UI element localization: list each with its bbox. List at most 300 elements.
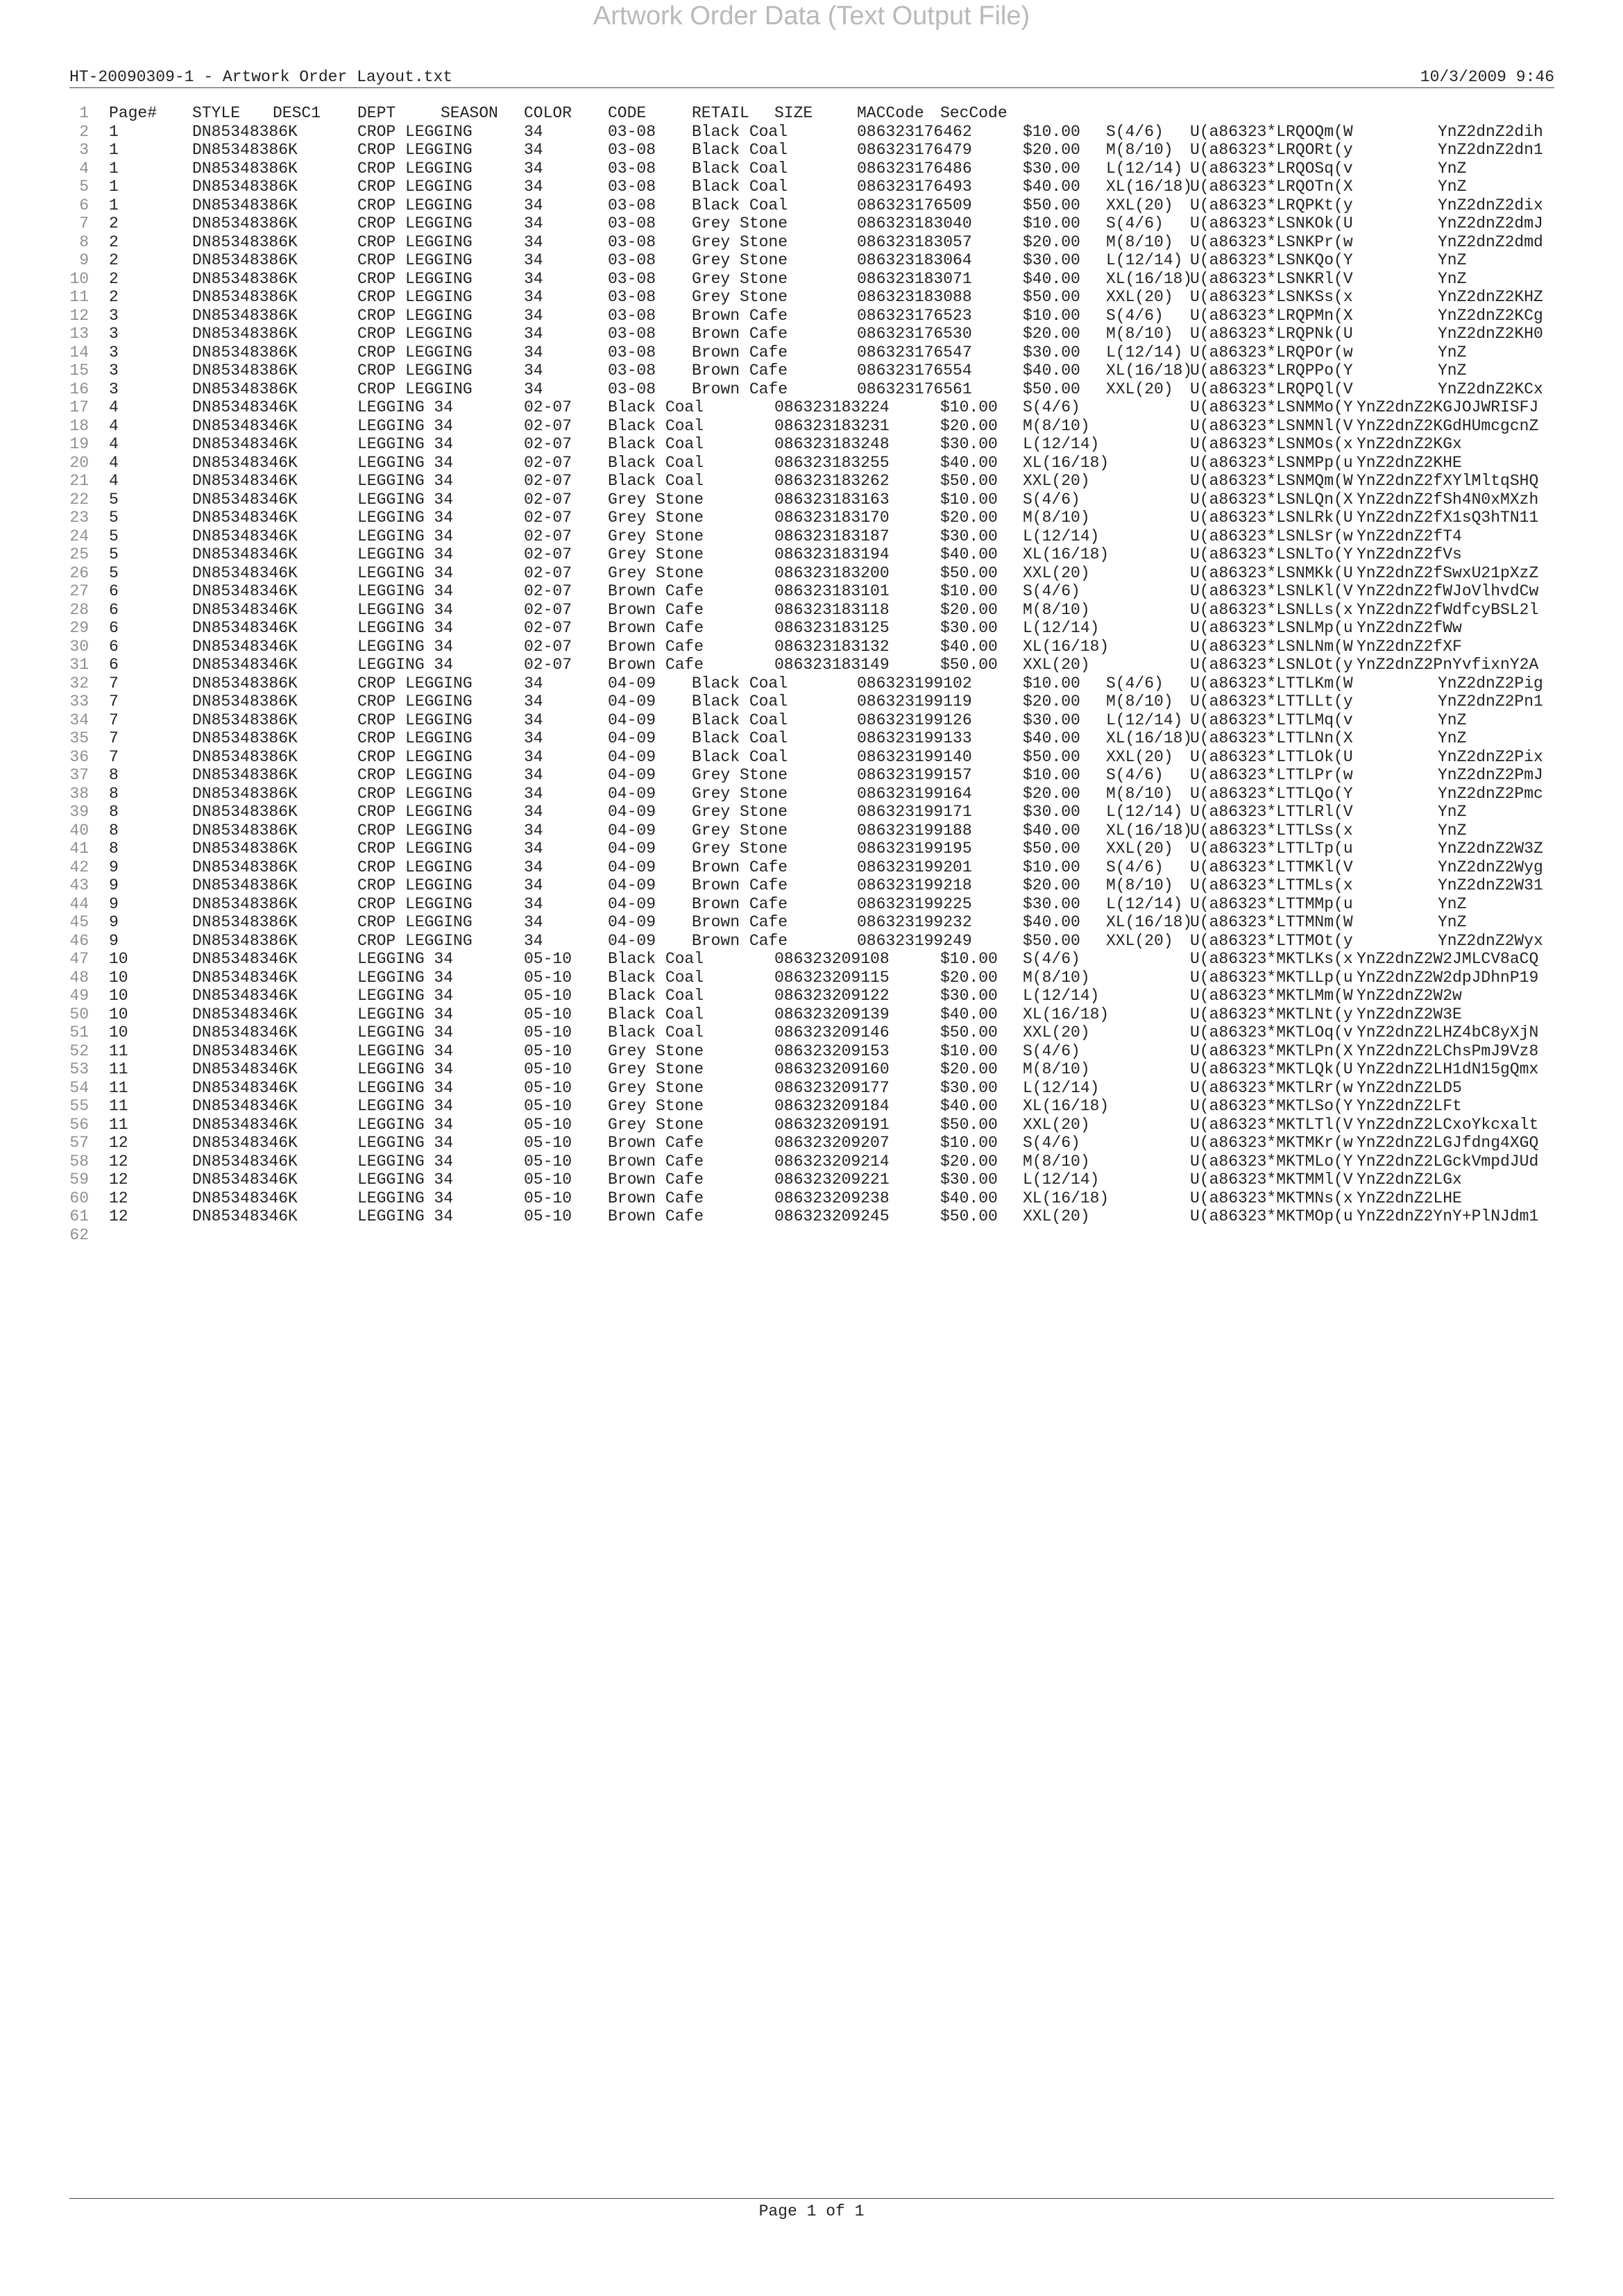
cell: 12 <box>109 1152 128 1171</box>
cell: LEGGING 34 <box>357 656 454 674</box>
cell: CROP LEGGING <box>357 747 473 766</box>
cell: 02-07 <box>524 398 572 416</box>
cell: $40.00 <box>940 545 998 563</box>
cell: 34 <box>524 178 543 196</box>
line-number: 54 <box>69 1078 89 1097</box>
cell: U(a86323*LSNLTo(Y <box>1190 545 1353 563</box>
cell: U(a86323*LTTMKl(V <box>1190 858 1353 876</box>
cell: L(12/14) <box>1023 1171 1100 1189</box>
cell: U(a86323*MKTLQk(U <box>1190 1060 1353 1078</box>
cell: YnZ <box>1438 894 1467 913</box>
cell: 4 <box>109 453 119 472</box>
cell: $30.00 <box>940 1171 998 1189</box>
cell: L(12/14) <box>1106 803 1183 821</box>
cell: Grey Stone <box>608 1060 704 1078</box>
cell: U(a86323*LRQOQm(W <box>1190 122 1353 141</box>
line-number: 40 <box>69 821 89 840</box>
cell: 04-09 <box>608 894 656 913</box>
data-row <box>0 1153 1623 1171</box>
data-row <box>0 766 1623 785</box>
cell: U(a86323*LSNMNl(V <box>1190 416 1353 435</box>
data-row <box>0 601 1623 620</box>
cell: 086323183057 <box>857 232 972 251</box>
cell: U(a86323*MKTLKs(x <box>1190 950 1353 968</box>
data-row <box>0 123 1623 142</box>
data-row <box>0 932 1623 951</box>
cell: Black Coal <box>692 159 788 178</box>
cell: YnZ2dnZ2dih <box>1438 122 1543 141</box>
cell: Black Coal <box>608 950 704 968</box>
cell: CROP LEGGING <box>357 122 473 141</box>
cell: CROP LEGGING <box>357 159 473 178</box>
cell: U(a86323*LSNMOs(x <box>1190 435 1353 453</box>
cell: 086323199171 <box>857 803 972 821</box>
cell: 3 <box>109 306 119 325</box>
cell: U(a86323*LSNMKk(U <box>1190 563 1353 582</box>
data-row <box>0 822 1623 840</box>
cell: 12 <box>109 1171 128 1189</box>
line-number: 4 <box>79 159 89 178</box>
data-row <box>0 1171 1623 1189</box>
data-row <box>0 380 1623 399</box>
line-number: 28 <box>69 600 89 619</box>
cell: XL(16/18) <box>1106 913 1193 931</box>
data-row <box>0 417 1623 436</box>
cell: $40.00 <box>940 1097 998 1115</box>
cell: U(a86323*LTTMNm(W <box>1190 913 1353 931</box>
cell: DN85348386K <box>192 711 298 729</box>
cell: 34 <box>524 232 543 251</box>
data-row <box>0 251 1623 270</box>
cell: DN85348386K <box>192 692 298 711</box>
cell: DN85348386K <box>192 380 298 398</box>
cell: DN85348386K <box>192 269 298 288</box>
cell: Grey Stone <box>692 840 788 858</box>
cell: 086323199201 <box>857 858 972 876</box>
cell: 04-09 <box>608 784 656 803</box>
cell: $20.00 <box>940 1152 998 1171</box>
cell: 03-08 <box>608 362 656 380</box>
cell: 086323199225 <box>857 894 972 913</box>
cell: 11 <box>109 1078 128 1097</box>
cell: 04-09 <box>608 840 656 858</box>
data-row <box>0 858 1623 877</box>
line-number: 47 <box>69 950 89 968</box>
cell: LEGGING 34 <box>357 490 454 509</box>
data-row <box>0 987 1623 1005</box>
cell: YnZ2dnZ2KGJOJWRISFJ <box>1357 398 1539 416</box>
cell: Grey Stone <box>692 251 788 269</box>
cell: YnZ2dnZ2dix <box>1438 196 1543 214</box>
line-number: 45 <box>69 913 89 931</box>
cell: DN85348346K <box>192 398 298 416</box>
data-row <box>0 692 1623 711</box>
cell: 34 <box>524 692 543 711</box>
cell: LEGGING 34 <box>357 619 454 637</box>
cell: DN85348346K <box>192 1078 298 1097</box>
cell: 086323199218 <box>857 876 972 894</box>
cell: $40.00 <box>940 637 998 656</box>
cell: 34 <box>524 251 543 269</box>
cell: YnZ2dnZ2Pmc <box>1438 784 1543 803</box>
cell: CROP LEGGING <box>357 362 473 380</box>
cell: 04-09 <box>608 913 656 931</box>
cell: DN85348346K <box>192 968 298 987</box>
cell: YnZ2dnZ2fSh4N0xMXzh <box>1357 490 1539 509</box>
cell: 7 <box>109 729 119 747</box>
line-number: 46 <box>69 931 89 950</box>
cell: 34 <box>524 306 543 325</box>
cell: YnZ <box>1438 913 1467 931</box>
data-row <box>0 582 1623 601</box>
cell: DN85348386K <box>192 840 298 858</box>
cell: U(a86323*LSNLSr(w <box>1190 527 1353 545</box>
cell: 086323176523 <box>857 306 972 325</box>
cell: LEGGING 34 <box>357 1023 454 1041</box>
line-number: 26 <box>69 563 89 582</box>
cell: LEGGING 34 <box>357 1171 454 1189</box>
cell: DN85348386K <box>192 178 298 196</box>
cell: 086323176547 <box>857 343 972 362</box>
data-row <box>0 288 1623 307</box>
cell: Black Coal <box>692 692 788 711</box>
cell: 04-09 <box>608 766 656 784</box>
cell: 04-09 <box>608 692 656 711</box>
data-row <box>0 233 1623 252</box>
cell: LEGGING 34 <box>357 1134 454 1152</box>
cell: $40.00 <box>1023 729 1080 747</box>
cell: DN85348346K <box>192 563 298 582</box>
cell: YnZ2dnZ2LFt <box>1357 1097 1462 1115</box>
data-row <box>0 674 1623 693</box>
cell: 086323183248 <box>774 435 890 453</box>
cell: U(a86323*MKTLPn(X <box>1190 1041 1353 1060</box>
cell: M(8/10) <box>1106 325 1173 343</box>
cell: Grey Stone <box>608 563 704 582</box>
cell: 34 <box>524 913 543 931</box>
cell: CROP LEGGING <box>357 803 473 821</box>
cell: U(a86323*MKTLMm(W <box>1190 987 1353 1005</box>
cell: YnZ <box>1438 803 1467 821</box>
cell: 086323176509 <box>857 196 972 214</box>
cell: 1 <box>109 159 119 178</box>
header-divider <box>69 87 1554 88</box>
cell: 086323209238 <box>774 1189 890 1207</box>
text-listing <box>0 104 1623 1244</box>
cell: 10 <box>109 968 128 987</box>
line-number: 10 <box>69 269 89 288</box>
line-number: 5 <box>79 178 89 196</box>
cell: Black Coal <box>608 1005 704 1023</box>
cell: $40.00 <box>1023 821 1080 840</box>
cell: YnZ2dnZ2fWJoVlhvdCw <box>1357 582 1539 600</box>
cell: DN85348346K <box>192 416 298 435</box>
cell: 8 <box>109 821 119 840</box>
cell: XXL(20) <box>1106 931 1173 950</box>
cell: DN85348346K <box>192 582 298 600</box>
cell: 34 <box>524 214 543 232</box>
cell: CROP LEGGING <box>357 766 473 784</box>
cell: CROP LEGGING <box>357 306 473 325</box>
cell: $20.00 <box>940 1060 998 1078</box>
cell: Grey Stone <box>692 232 788 251</box>
cell: U(a86323*LRQOTn(X <box>1190 178 1353 196</box>
cell: 086323183255 <box>774 453 890 472</box>
cell: $30.00 <box>940 527 998 545</box>
file-name: HT-20090309-1 - Artwork Order Layout.txt <box>69 68 453 86</box>
cell: $20.00 <box>1023 141 1080 159</box>
cell: LEGGING 34 <box>357 509 454 527</box>
cell: Grey Stone <box>692 288 788 306</box>
cell: 05-10 <box>524 1097 572 1115</box>
cell: 03-08 <box>608 251 656 269</box>
cell: 02-07 <box>524 563 572 582</box>
cell: 10 <box>109 987 128 1005</box>
cell: 086323199126 <box>857 711 972 729</box>
cell: YnZ2dnZ2LGckVmpdJUd <box>1357 1152 1539 1171</box>
cell: $30.00 <box>940 435 998 453</box>
cell: $10.00 <box>940 582 998 600</box>
cell: YnZ2dnZ2Pig <box>1438 674 1543 692</box>
data-row <box>0 1189 1623 1208</box>
cell: YnZ2dnZ2LD5 <box>1357 1078 1462 1097</box>
cell: 11 <box>109 1097 128 1115</box>
cell: Black Coal <box>608 398 704 416</box>
cell: YnZ2dnZ2PmJ <box>1438 766 1543 784</box>
cell: DN85348346K <box>192 472 298 490</box>
data-row <box>0 876 1623 895</box>
data-row <box>0 729 1623 748</box>
cell: $30.00 <box>940 1078 998 1097</box>
data-row <box>0 307 1623 325</box>
cell: 10 <box>109 1005 128 1023</box>
cell: 086323176561 <box>857 380 972 398</box>
cell: M(8/10) <box>1023 1152 1090 1171</box>
cell: Brown Cafe <box>608 1171 704 1189</box>
data-row <box>0 638 1623 656</box>
cell: $50.00 <box>1023 747 1080 766</box>
cell: 02-07 <box>524 545 572 563</box>
cell: LEGGING 34 <box>357 1115 454 1134</box>
cell: 34 <box>524 288 543 306</box>
cell: CROP LEGGING <box>357 178 473 196</box>
line-number: 33 <box>69 692 89 711</box>
cell: 9 <box>109 913 119 931</box>
cell: YnZ <box>1438 269 1467 288</box>
cell: U(a86323*LSNLKl(V <box>1190 582 1353 600</box>
line-number: 25 <box>69 545 89 563</box>
cell: $10.00 <box>940 398 998 416</box>
cell: LEGGING 34 <box>357 968 454 987</box>
cell: Brown Cafe <box>692 858 788 876</box>
cell: Grey Stone <box>608 1041 704 1060</box>
cell: 03-08 <box>608 178 656 196</box>
cell: 10 <box>109 950 128 968</box>
cell: U(a86323*LSNMMo(Y <box>1190 398 1353 416</box>
cell: $40.00 <box>1023 269 1080 288</box>
cell: 086323176479 <box>857 141 972 159</box>
cell: YnZ2dnZ2KGdHUmcgcnZ <box>1357 416 1539 435</box>
cell: SEASON <box>441 104 498 122</box>
cell: U(a86323*LTTMOt(y <box>1190 931 1353 950</box>
cell: M(8/10) <box>1023 600 1090 619</box>
cell: 4 <box>109 398 119 416</box>
cell: DN85348386K <box>192 894 298 913</box>
cell: LEGGING 34 <box>357 545 454 563</box>
cell: 086323209160 <box>774 1060 890 1078</box>
cell: DN85348386K <box>192 288 298 306</box>
cell: DN85348386K <box>192 306 298 325</box>
cell: $50.00 <box>1023 931 1080 950</box>
cell: Black Coal <box>608 416 704 435</box>
cell: 086323183262 <box>774 472 890 490</box>
cell: Grey Stone <box>692 766 788 784</box>
cell: DN85348346K <box>192 987 298 1005</box>
cell: 086323199188 <box>857 821 972 840</box>
cell: DN85348346K <box>192 950 298 968</box>
cell: $50.00 <box>940 1207 998 1225</box>
cell: 34 <box>524 141 543 159</box>
cell: YnZ2dnZ2LGx <box>1357 1171 1462 1189</box>
cell: LEGGING 34 <box>357 472 454 490</box>
cell: XL(16/18) <box>1023 453 1110 472</box>
cell: Grey Stone <box>692 269 788 288</box>
cell: 5 <box>109 563 119 582</box>
cell: 10 <box>109 1023 128 1041</box>
data-row <box>0 619 1623 638</box>
cell: 12 <box>109 1207 128 1225</box>
cell: RETAIL <box>692 104 749 122</box>
cell: YnZ2dnZ2Pn1 <box>1438 692 1543 711</box>
data-row <box>0 1134 1623 1153</box>
data-row <box>0 969 1623 987</box>
cell: 02-07 <box>524 656 572 674</box>
line-number: 18 <box>69 416 89 435</box>
cell: DN85348346K <box>192 545 298 563</box>
cell: 04-09 <box>608 858 656 876</box>
cell: 086323183194 <box>774 545 890 563</box>
cell: L(12/14) <box>1023 987 1100 1005</box>
cell: 086323183200 <box>774 563 890 582</box>
cell: YnZ2dnZ2KCx <box>1438 380 1543 398</box>
cell: 03-08 <box>608 196 656 214</box>
cell: $40.00 <box>940 1005 998 1023</box>
cell: 05-10 <box>524 1023 572 1041</box>
cell: 04-09 <box>608 876 656 894</box>
data-row <box>0 545 1623 564</box>
cell: 34 <box>524 766 543 784</box>
cell: 8 <box>109 784 119 803</box>
line-number: 55 <box>69 1097 89 1115</box>
cell: DN85348346K <box>192 1171 298 1189</box>
cell: U(a86323*LTTLQo(Y <box>1190 784 1353 803</box>
cell: 05-10 <box>524 1189 572 1207</box>
cell: 11 <box>109 1115 128 1134</box>
line-number: 39 <box>69 803 89 821</box>
data-row <box>0 435 1623 454</box>
cell: Brown Cafe <box>608 656 704 674</box>
cell: 6 <box>109 656 119 674</box>
cell: CROP LEGGING <box>357 251 473 269</box>
cell: 086323199164 <box>857 784 972 803</box>
cell: Black Coal <box>608 968 704 987</box>
cell: U(a86323*LRQPOr(w <box>1190 343 1353 362</box>
cell: 5 <box>109 490 119 509</box>
cell: LEGGING 34 <box>357 1005 454 1023</box>
cell: 086323176493 <box>857 178 972 196</box>
line-number: 51 <box>69 1023 89 1041</box>
cell: 9 <box>109 876 119 894</box>
cell: 086323183170 <box>774 509 890 527</box>
cell: $30.00 <box>1023 894 1080 913</box>
cell: XL(16/18) <box>1106 178 1193 196</box>
cell: XXL(20) <box>1023 563 1090 582</box>
cell: 04-09 <box>608 931 656 950</box>
line-number: 9 <box>79 251 89 269</box>
cell: DESC1 <box>273 104 321 122</box>
line-number: 52 <box>69 1041 89 1060</box>
cell: YnZ2dnZ2KGx <box>1357 435 1462 453</box>
cell: YnZ2dnZ2YnY+PlNJdm1 <box>1357 1207 1539 1225</box>
cell: Brown Cafe <box>692 362 788 380</box>
cell: 9 <box>109 858 119 876</box>
cell: Grey Stone <box>608 527 704 545</box>
cell: 03-08 <box>608 232 656 251</box>
data-row <box>0 454 1623 473</box>
cell: LEGGING 34 <box>357 398 454 416</box>
cell: 086323209122 <box>774 987 890 1005</box>
cell: Grey Stone <box>692 214 788 232</box>
cell: 086323209177 <box>774 1078 890 1097</box>
cell: $50.00 <box>1023 380 1080 398</box>
cell: 2 <box>109 288 119 306</box>
cell: DN85348346K <box>192 600 298 619</box>
cell: Black Coal <box>692 711 788 729</box>
cell: 34 <box>524 711 543 729</box>
line-number: 41 <box>69 840 89 858</box>
cell: 34 <box>524 269 543 288</box>
cell: Black Coal <box>692 674 788 692</box>
cell: 34 <box>524 876 543 894</box>
line-number: 13 <box>69 325 89 343</box>
cell: XXL(20) <box>1023 656 1090 674</box>
cell: YnZ <box>1438 178 1467 196</box>
data-row <box>0 196 1623 215</box>
cell: YnZ <box>1438 251 1467 269</box>
cell: LEGGING 34 <box>357 1097 454 1115</box>
cell: DN85348386K <box>192 214 298 232</box>
cell: 4 <box>109 435 119 453</box>
cell: DN85348346K <box>192 1115 298 1134</box>
cell: 086323176530 <box>857 325 972 343</box>
cell: DN85348386K <box>192 876 298 894</box>
cell: YnZ2dnZ2Wyx <box>1438 931 1543 950</box>
cell: LEGGING 34 <box>357 1189 454 1207</box>
cell: L(12/14) <box>1106 343 1183 362</box>
cell: Black Coal <box>608 1023 704 1041</box>
cell: CROP LEGGING <box>357 232 473 251</box>
cell: XL(16/18) <box>1106 362 1193 380</box>
data-row <box>0 1060 1623 1079</box>
cell: LEGGING 34 <box>357 453 454 472</box>
cell: Black Coal <box>692 729 788 747</box>
cell: LEGGING 34 <box>357 637 454 656</box>
cell: S(4/6) <box>1023 950 1080 968</box>
cell: U(a86323*MKTLRr(w <box>1190 1078 1353 1097</box>
cell: 7 <box>109 692 119 711</box>
cell: 6 <box>109 600 119 619</box>
cell: S(4/6) <box>1106 858 1164 876</box>
